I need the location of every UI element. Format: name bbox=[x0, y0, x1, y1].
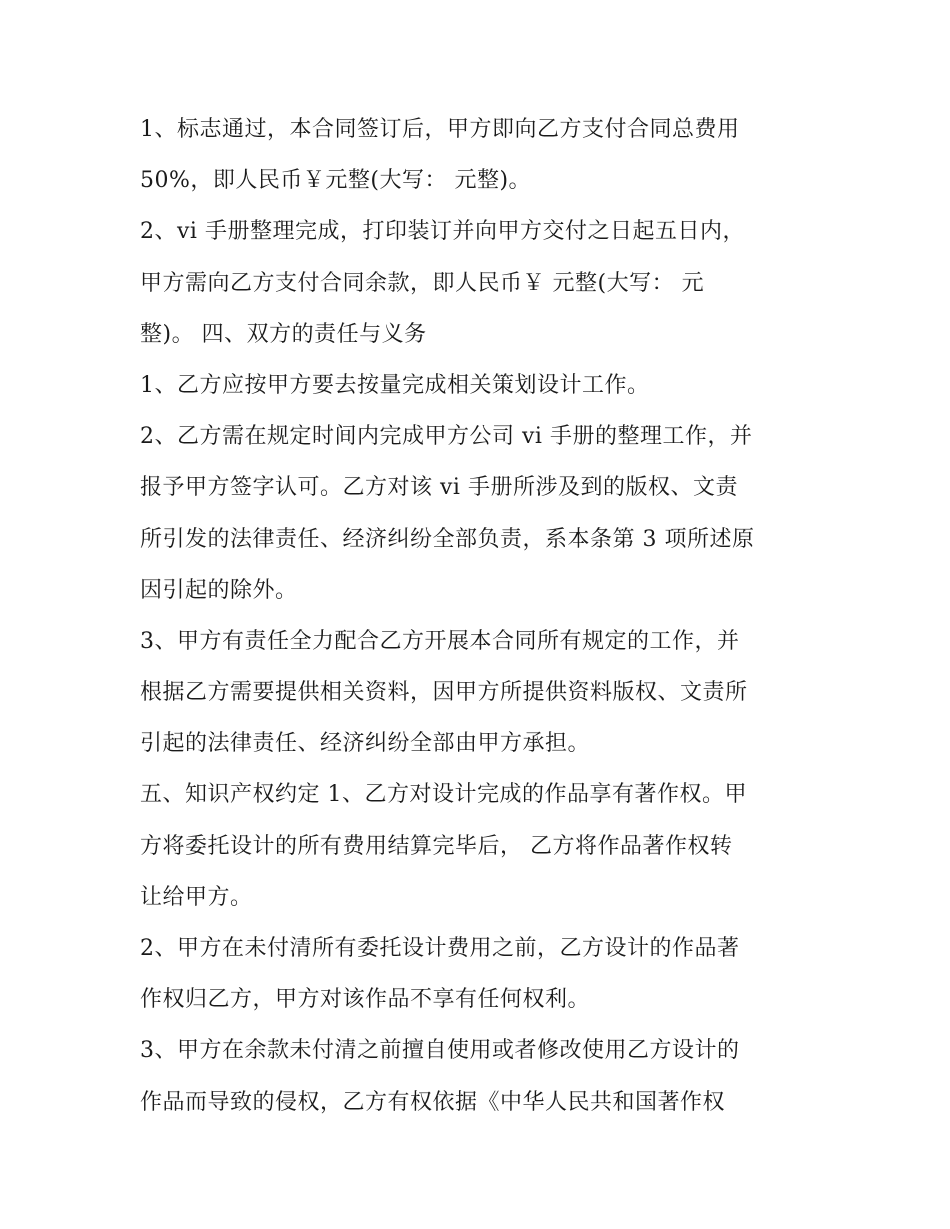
text-line: 甲方需向乙方支付合同余款，即人民币￥ 元整(大写： 元 bbox=[140, 270, 705, 296]
text-line: 作权归乙方，甲方对该作品不享有任何权利。 bbox=[140, 987, 591, 1013]
text-line: 1、标志通过，本合同签订后，甲方即向乙方支付合同总费用 bbox=[140, 117, 740, 142]
text-line: 作品而导致的侵权，乙方有权依据《中华人民共和国著作权 bbox=[140, 1089, 726, 1115]
text-line: 整)。 四、双方的责任与义务 bbox=[140, 321, 427, 347]
document-body bbox=[140, 104, 820, 1128]
text-line: 引起的法律责任、经济纠纷全部由甲方承担。 bbox=[140, 731, 591, 757]
text-line: 根据乙方需要提供相关资料，因甲方所提供资料版权、文责所 bbox=[140, 680, 748, 706]
text-line: 方将委托设计的所有费用结算完毕后， 乙方将作品著作权转 bbox=[140, 833, 733, 859]
text-line: 50%，即人民币￥元整(大写： 元整)。 bbox=[140, 168, 532, 194]
text-line: 让给甲方。 bbox=[140, 884, 253, 910]
text-line: 3、甲方有责任全力配合乙方开展本合同所有规定的工作，并 bbox=[140, 628, 740, 654]
text-line: 五、知识产权约定 1、乙方对设计完成的作品享有著作权。甲 bbox=[140, 782, 747, 808]
text-line: 2、vi 手册整理完成，打印装订并向甲方交付之日起五日内， bbox=[140, 219, 745, 245]
text-line: 所引发的法律责任、经济纠纷全部负责，系本条第 3 项所述原 bbox=[140, 526, 755, 552]
text-line: 因引起的除外。 bbox=[140, 577, 298, 603]
text-line: 2、乙方需在规定时间内完成甲方公司 vi 手册的整理工作，并 bbox=[140, 424, 753, 450]
text-line: 1、乙方应按甲方要去按量完成相关策划设计工作。 bbox=[140, 372, 650, 398]
text-line: 3、甲方在余款未付清之前擅自使用或者修改使用乙方设计的 bbox=[140, 1038, 740, 1064]
text-line: 2、甲方在未付清所有委托设计费用之前，乙方设计的作品著 bbox=[140, 936, 740, 961]
text-line: 报予甲方签字认可。乙方对该 vi 手册所涉及到的版权、文责 bbox=[140, 475, 738, 501]
